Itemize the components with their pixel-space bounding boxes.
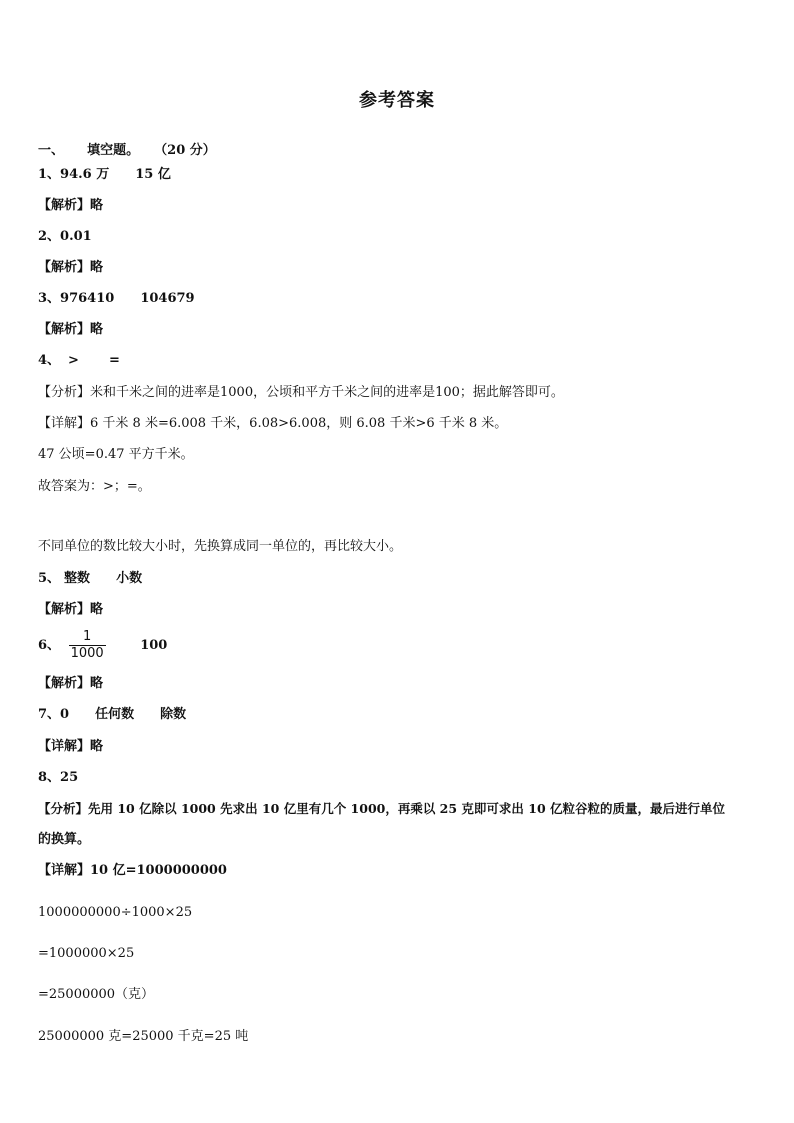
q4-number: 4、 xyxy=(38,353,61,368)
q4-analysis: 【分析】米和千米之间的进率是1000，公顷和平方千米之间的进率是100；据此解答即可。 xyxy=(38,385,564,400)
q3-note: 【解析】略 xyxy=(38,322,104,337)
q8-calc-1: 1000000000÷1000×25 xyxy=(38,905,193,920)
q1-note: 【解析】略 xyxy=(38,198,104,213)
q4-tip: 不同单位的数比较大小时，先换算成同一单位的，再比较大小。 xyxy=(38,539,403,554)
q3-number: 3、 xyxy=(38,291,61,306)
q2-answer xyxy=(38,228,92,246)
q2-answer-1: 0.01 xyxy=(60,229,92,244)
q3-answer-1: 976410 xyxy=(60,291,115,306)
q8-detail: 【详解】10 亿=1000000000 xyxy=(38,863,227,878)
q7-number: 7、 xyxy=(38,707,61,722)
q3-answer xyxy=(38,290,195,308)
q5-note: 【解析】略 xyxy=(38,602,104,617)
q5-number: 5、 xyxy=(38,571,61,586)
page-title: 参考答案 xyxy=(359,90,435,111)
q1-answer xyxy=(38,166,171,184)
q6-number: 6、 xyxy=(38,638,61,653)
q7-answer-1: 0 xyxy=(60,707,70,722)
q4-detail-line2: 47 公顷=0.47 平方千米。 xyxy=(38,447,194,462)
fraction-numerator: 1 xyxy=(82,629,92,644)
q5-answer-1: 整数 xyxy=(64,571,91,586)
q8-calc-3: =25000000（克） xyxy=(38,987,155,1002)
q8-analysis-line1: 【分析】先用 10 亿除以 1000 先求出 10 亿里有几个 1000，再乘以 25 克即可求出 10 亿粒谷粒的质量，最后进行单位 xyxy=(38,801,726,816)
q7-answer-3: 除数 xyxy=(160,707,187,722)
section-score: （20 分） xyxy=(154,143,216,158)
q4-detail: 【详解】6 千米 8 米=6.008 千米，6.08>6.008，则 6.08 千米>6 千米 8 米。 xyxy=(38,416,508,431)
section-heading xyxy=(38,142,216,160)
section-title: 填空题。 xyxy=(87,143,140,158)
q6-note: 【解析】略 xyxy=(38,676,104,691)
q2-number: 2、 xyxy=(38,229,61,244)
q8-answer xyxy=(38,769,78,787)
section-number: 一、 xyxy=(38,143,65,158)
fraction-denominator: 1000 xyxy=(70,646,104,661)
q7-note: 【详解】略 xyxy=(38,739,104,754)
q5-answer-2: 小数 xyxy=(116,571,143,586)
q6-fraction xyxy=(69,629,106,662)
q6-answer-2: 100 xyxy=(140,638,168,653)
q1-answer-1: 94.6 万 xyxy=(60,167,110,182)
q4-answer-1: > xyxy=(68,353,79,368)
q4-answer-2: = xyxy=(108,353,120,368)
q2-note: 【解析】略 xyxy=(38,260,104,275)
q7-answer-2: 任何数 xyxy=(95,707,135,722)
q8-answer-1: 25 xyxy=(60,770,79,785)
q8-number: 8、 xyxy=(38,770,61,785)
q7-answer xyxy=(38,706,186,724)
q8-analysis-line2: 的换算。 xyxy=(38,832,91,847)
q6-answer xyxy=(38,628,167,664)
q8-calc-2: =1000000×25 xyxy=(38,946,135,961)
q4-answer xyxy=(38,352,120,370)
q1-answer-2: 15 亿 xyxy=(135,167,171,182)
q4-final-answer: 故答案为：>；=。 xyxy=(38,479,151,494)
q5-answer xyxy=(38,570,142,588)
q3-answer-2: 104679 xyxy=(140,291,195,306)
q1-number: 1、 xyxy=(38,167,61,182)
q8-calc-4: 25000000 克=25000 千克=25 吨 xyxy=(38,1029,249,1044)
